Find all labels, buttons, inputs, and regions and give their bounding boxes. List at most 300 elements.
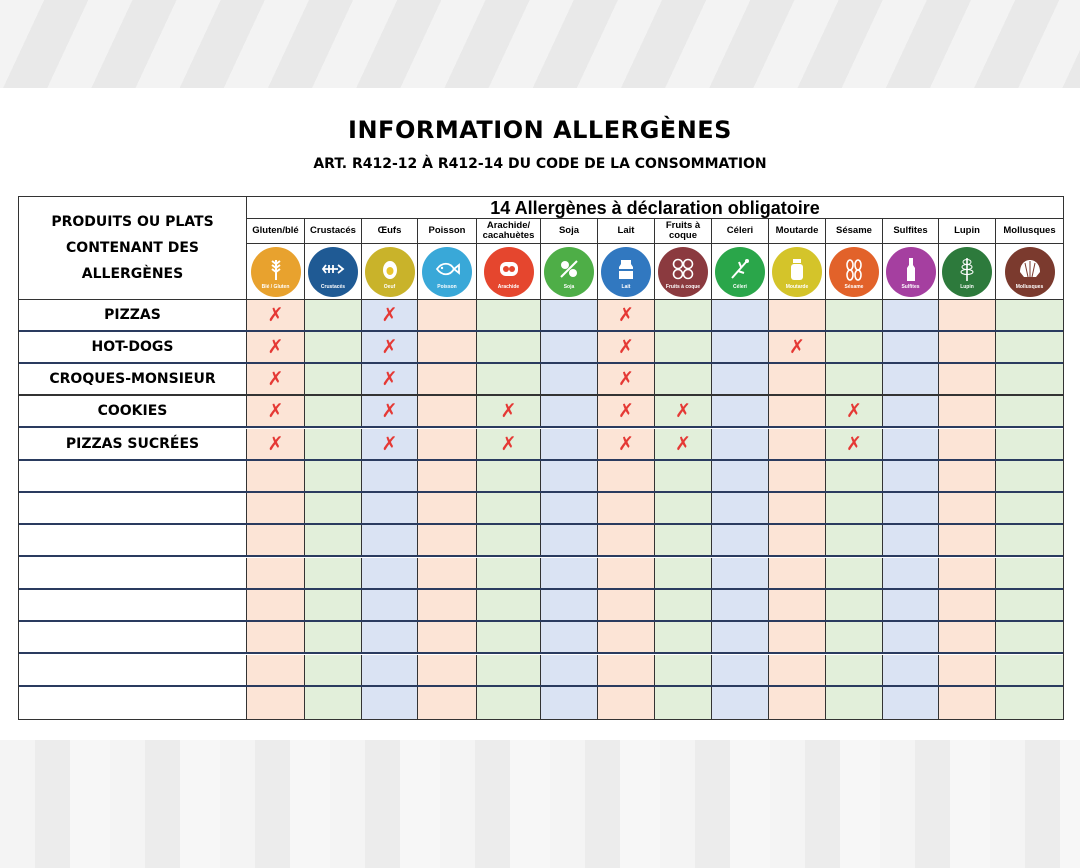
allergen-cell [939, 655, 996, 685]
allergen-cell [826, 364, 883, 394]
allergen-present-mark: ✗ [267, 336, 284, 358]
allergen-cell [826, 396, 883, 426]
allergen-present-mark: ✗ [618, 304, 634, 326]
allergen-cell [826, 590, 883, 620]
allergen-cell [247, 332, 305, 362]
allergen-cell [883, 300, 939, 330]
shell-icon [1005, 247, 1055, 297]
allergen-icon-caption: Poisson [437, 283, 457, 290]
column-header-12 [939, 219, 996, 300]
allergen-cell [477, 493, 541, 523]
allergen-cell [362, 461, 418, 491]
column-header-8 [712, 219, 769, 300]
allergen-cell [305, 687, 362, 719]
allergen-cell [826, 429, 883, 459]
allergen-cell [996, 655, 1063, 685]
allergen-cell [247, 461, 305, 491]
allergen-cell [477, 396, 541, 426]
page-subtitle: ART. R412-12 À R412-14 DU CODE DE LA CONSOMMATION [313, 156, 767, 172]
allergen-name: Lupin [939, 219, 995, 244]
products-column-header [19, 197, 247, 300]
allergen-sheet [0, 88, 1080, 740]
allergen-cell [418, 590, 477, 620]
allergen-name: Soja [541, 219, 597, 244]
allergen-name: Sulfites [883, 219, 938, 244]
allergen-cell [996, 622, 1063, 652]
sesame-icon [829, 247, 879, 297]
allergen-cell [418, 332, 477, 362]
allergen-cell [477, 300, 541, 330]
allergen-name: Fruits à coque [655, 219, 711, 244]
column-header-10 [826, 219, 883, 300]
allergen-cell [362, 655, 418, 685]
allergen-cell [418, 622, 477, 652]
allergen-cell [598, 300, 655, 330]
allergen-present-mark: ✗ [267, 368, 284, 390]
allergen-icon-cell [712, 244, 768, 299]
allergen-cell [655, 332, 712, 362]
allergen-cell [247, 396, 305, 426]
allergen-icon-caption: Lait [621, 283, 631, 290]
allergen-cell [541, 396, 598, 426]
allergen-cell [477, 622, 541, 652]
allergen-cell [712, 525, 769, 555]
allergen-cell [541, 590, 598, 620]
allergen-cell [247, 493, 305, 523]
milk-icon [601, 247, 651, 297]
allergen-cell [477, 558, 541, 588]
table-row [19, 622, 1063, 652]
allergen-cell [655, 461, 712, 491]
allergen-cell [247, 429, 305, 459]
allergen-table [18, 196, 1064, 720]
allergen-cell [305, 558, 362, 588]
allergen-cell [712, 687, 769, 719]
column-header-11 [883, 219, 939, 300]
allergen-icon-cell [305, 244, 361, 299]
allergen-cell [712, 622, 769, 652]
allergen-cell [769, 622, 826, 652]
allergen-cell [769, 429, 826, 459]
allergen-icon-cell [769, 244, 825, 299]
allergen-present-mark: ✗ [381, 368, 398, 390]
allergen-cell [247, 364, 305, 394]
product-name [19, 493, 247, 523]
allergen-cell [712, 655, 769, 685]
table-row [19, 396, 1063, 426]
allergen-cell [826, 622, 883, 652]
allergen-present-mark: ✗ [267, 400, 284, 422]
column-header-6 [598, 219, 655, 300]
allergen-present-mark: ✗ [618, 336, 634, 358]
allergen-present-mark: ✗ [789, 336, 805, 358]
allergen-cell [541, 558, 598, 588]
allergen-cell [769, 655, 826, 685]
allergen-cell [826, 558, 883, 588]
allergen-present-mark: ✗ [381, 304, 398, 326]
allergen-cell [598, 461, 655, 491]
allergen-present-mark: ✗ [381, 336, 398, 358]
allergen-cell [418, 493, 477, 523]
allergen-cell [996, 461, 1063, 491]
allergen-icon-cell [655, 244, 711, 299]
allergen-present-mark: ✗ [618, 368, 634, 390]
allergen-cell [939, 493, 996, 523]
allergen-cell [247, 687, 305, 719]
allergen-name: Arachide/ cacahuètes [477, 219, 540, 244]
allergen-present-mark: ✗ [618, 400, 634, 422]
product-name [19, 590, 247, 620]
page-title: INFORMATION ALLERGÈNES [348, 116, 732, 144]
allergen-cell [305, 655, 362, 685]
allergen-present-mark: ✗ [618, 433, 634, 455]
allergen-cell [477, 525, 541, 555]
allergen-cell [655, 396, 712, 426]
allergen-cell [305, 332, 362, 362]
allergen-name: Mollusques [996, 219, 1063, 244]
allergen-cell [598, 687, 655, 719]
allergen-cell [598, 332, 655, 362]
allergen-cell [826, 493, 883, 523]
allergen-icon-caption: Oeuf [383, 283, 396, 290]
allergen-cell [305, 525, 362, 555]
allergen-cell [362, 429, 418, 459]
allergen-name: Sésame [826, 219, 882, 244]
allergen-icon-cell [598, 244, 654, 299]
allergen-icon-cell [996, 244, 1063, 299]
allergen-name: Lait [598, 219, 654, 244]
allergen-present-mark: ✗ [846, 433, 862, 455]
allergen-cell [883, 461, 939, 491]
allergen-cell [362, 332, 418, 362]
allergen-cell [541, 622, 598, 652]
allergen-icon-caption: Sulfites [901, 283, 920, 290]
allergen-cell [418, 461, 477, 491]
allergen-cell [541, 687, 598, 719]
soy-icon [544, 247, 594, 297]
allergen-cell [477, 655, 541, 685]
allergen-cell [996, 396, 1063, 426]
allergen-cell [996, 364, 1063, 394]
allergen-present-mark: ✗ [267, 304, 284, 326]
allergen-icon-caption: Soja [563, 283, 575, 290]
allergen-cell [883, 525, 939, 555]
allergen-cell [362, 525, 418, 555]
allergen-cell [477, 429, 541, 459]
table-row [19, 558, 1063, 588]
allergen-cell [996, 300, 1063, 330]
wheat-icon [251, 247, 301, 297]
allergen-cell [418, 525, 477, 555]
allergen-cell [598, 558, 655, 588]
column-header-2 [362, 219, 418, 300]
product-name: HOT-DOGS [19, 332, 247, 362]
allergen-cell [541, 300, 598, 330]
egg-icon [365, 247, 415, 297]
product-name: PIZZAS SUCRÉES [19, 429, 247, 459]
product-name: COOKIES [19, 396, 247, 426]
table-row [19, 461, 1063, 491]
allergen-cell [769, 300, 826, 330]
allergen-cell [883, 687, 939, 719]
column-header-3 [418, 219, 477, 300]
product-name: PIZZAS [19, 300, 247, 330]
allergen-cell [247, 300, 305, 330]
allergen-name: Moutarde [769, 219, 825, 244]
allergen-cell [541, 493, 598, 523]
allergen-cell [996, 590, 1063, 620]
allergen-cell [655, 300, 712, 330]
allergen-cell [939, 396, 996, 426]
allergen-icon-cell [883, 244, 938, 299]
row-separator [19, 555, 1063, 557]
allergen-cell [477, 332, 541, 362]
table-row [19, 332, 1063, 362]
allergen-cell [305, 300, 362, 330]
allergen-cell [769, 493, 826, 523]
allergen-cell [939, 687, 996, 719]
allergen-icon-caption: Sésame [844, 283, 864, 290]
allergen-cell [541, 655, 598, 685]
allergen-cell [712, 590, 769, 620]
allergen-cell [769, 396, 826, 426]
allergen-cell [996, 429, 1063, 459]
allergen-cell [598, 655, 655, 685]
allergen-cell [541, 461, 598, 491]
allergen-cell [598, 590, 655, 620]
allergen-present-mark: ✗ [267, 433, 284, 455]
allergen-cell [769, 461, 826, 491]
allergen-cell [362, 300, 418, 330]
background-bottom [0, 740, 1080, 868]
allergen-icon-cell [939, 244, 995, 299]
allergen-cell [305, 364, 362, 394]
allergen-cell [362, 558, 418, 588]
row-separator [19, 652, 1063, 654]
column-header-9 [769, 219, 826, 300]
allergen-icon-caption: Céleri [733, 283, 747, 290]
allergen-cell [655, 558, 712, 588]
allergen-icon-caption: Blé / Gluten [261, 283, 290, 290]
allergen-cell [712, 558, 769, 588]
allergen-cell [996, 558, 1063, 588]
allergen-cell [939, 622, 996, 652]
column-header-5 [541, 219, 598, 300]
allergen-cell [418, 558, 477, 588]
allergen-cell [883, 364, 939, 394]
allergen-cell [996, 332, 1063, 362]
table-row [19, 655, 1063, 685]
allergen-cell [362, 493, 418, 523]
allergen-cell [769, 364, 826, 394]
allergen-cell [883, 332, 939, 362]
allergen-cell [712, 300, 769, 330]
allergen-cell [418, 396, 477, 426]
allergen-icon-cell [826, 244, 882, 299]
product-name [19, 461, 247, 491]
allergen-cell [418, 655, 477, 685]
allergen-name: Poisson [418, 219, 476, 244]
allergen-cell [362, 622, 418, 652]
allergen-cell [655, 493, 712, 523]
allergen-cell [826, 332, 883, 362]
allergen-cell [712, 364, 769, 394]
allergen-cell [939, 364, 996, 394]
allergen-cell [362, 590, 418, 620]
product-name [19, 655, 247, 685]
allergen-cell [712, 461, 769, 491]
column-header-0 [247, 219, 305, 300]
allergen-cell [477, 590, 541, 620]
allergen-cell [247, 558, 305, 588]
fish-icon [422, 247, 472, 297]
allergen-cell [939, 525, 996, 555]
allergen-cell [305, 461, 362, 491]
allergen-cell [939, 429, 996, 459]
allergen-cell [655, 590, 712, 620]
allergen-cell [305, 590, 362, 620]
allergen-cell [541, 332, 598, 362]
allergen-cell [712, 493, 769, 523]
allergen-cell [477, 461, 541, 491]
allergen-cell [362, 687, 418, 719]
allergen-cell [305, 622, 362, 652]
allergen-cell [541, 525, 598, 555]
allergen-cell [996, 493, 1063, 523]
allergen-icon-cell [477, 244, 540, 299]
allergen-icon-caption: Crustacés [320, 283, 346, 290]
peanut-icon [484, 247, 534, 297]
allergen-cell [541, 429, 598, 459]
allergen-cell [655, 429, 712, 459]
allergen-cell [769, 687, 826, 719]
allergen-name: Céleri [712, 219, 768, 244]
allergen-present-mark: ✗ [381, 433, 398, 455]
allergen-cell [655, 655, 712, 685]
allergen-present-mark: ✗ [500, 400, 517, 422]
product-name [19, 558, 247, 588]
allergen-cell [883, 396, 939, 426]
allergen-icon-cell [247, 244, 304, 299]
allergen-present-mark: ✗ [381, 400, 398, 422]
allergen-cell [939, 461, 996, 491]
table-row [19, 300, 1063, 330]
allergen-name: Œufs [362, 219, 417, 244]
allergen-cell [362, 364, 418, 394]
product-name: CROQUES-MONSIEUR [19, 364, 247, 394]
allergen-cell [712, 429, 769, 459]
allergen-cell [826, 461, 883, 491]
celery-icon [715, 247, 765, 297]
allergen-present-mark: ✗ [846, 400, 862, 422]
allergen-cell [247, 622, 305, 652]
allergen-cell [655, 525, 712, 555]
table-row [19, 493, 1063, 523]
allergen-cell [826, 525, 883, 555]
allergens-group-header: 14 Allergènes à déclaration obligatoire [247, 197, 1063, 219]
column-header-7 [655, 219, 712, 300]
allergen-cell [362, 396, 418, 426]
mustard-icon [772, 247, 822, 297]
column-header-4 [477, 219, 541, 300]
background-top [0, 0, 1080, 88]
column-header-13 [996, 219, 1063, 300]
allergen-cell [477, 364, 541, 394]
allergen-cell [598, 525, 655, 555]
allergen-cell [769, 525, 826, 555]
allergen-cell [826, 655, 883, 685]
allergen-icon-cell [362, 244, 417, 299]
allergen-cell [939, 558, 996, 588]
product-name [19, 525, 247, 555]
allergen-cell [418, 300, 477, 330]
allergen-cell [418, 429, 477, 459]
allergen-cell [996, 687, 1063, 719]
table-row [19, 687, 1063, 719]
allergen-cell [247, 525, 305, 555]
column-header-1 [305, 219, 362, 300]
allergen-cell [939, 300, 996, 330]
allergen-cell [305, 396, 362, 426]
products-header-line2: CONTENANT DES ALLERGÈNES [66, 240, 199, 282]
allergen-cell [939, 332, 996, 362]
allergen-cell [247, 590, 305, 620]
allergen-icon-caption: Moutarde [785, 283, 809, 290]
allergen-cell [477, 687, 541, 719]
row-separator [19, 426, 1063, 428]
table-row [19, 525, 1063, 555]
allergen-icon-caption: Arachide [497, 283, 520, 290]
allergen-cell [883, 558, 939, 588]
allergen-cell [418, 687, 477, 719]
product-name [19, 622, 247, 652]
allergen-cell [769, 332, 826, 362]
allergen-cell [883, 655, 939, 685]
allergen-cell [655, 622, 712, 652]
allergen-name: Crustacés [305, 219, 361, 244]
allergen-cell [247, 655, 305, 685]
allergen-cell [418, 364, 477, 394]
allergen-present-mark: ✗ [500, 433, 517, 455]
allergen-cell [883, 493, 939, 523]
allergen-cell [598, 396, 655, 426]
table-row [19, 429, 1063, 459]
lobster-icon [308, 247, 358, 297]
allergen-cell [305, 493, 362, 523]
allergen-name: Gluten/blé [247, 219, 304, 244]
allergen-icon-caption: Fruits à coque [665, 283, 701, 290]
allergen-cell [655, 687, 712, 719]
nut-icon [658, 247, 708, 297]
allergen-cell [598, 429, 655, 459]
allergen-cell [769, 590, 826, 620]
allergen-cell [655, 364, 712, 394]
allergen-cell [541, 364, 598, 394]
wine-bottle-icon [886, 247, 936, 297]
allergen-cell [883, 590, 939, 620]
table-row [19, 590, 1063, 620]
allergen-cell [939, 590, 996, 620]
allergen-cell [826, 687, 883, 719]
allergen-cell [598, 622, 655, 652]
allergen-icon-caption: Mollusques [1015, 283, 1044, 290]
allergen-icon-cell [541, 244, 597, 299]
allergen-cell [305, 429, 362, 459]
allergen-cell [996, 525, 1063, 555]
allergen-cell [712, 396, 769, 426]
product-name [19, 687, 247, 719]
allergen-present-mark: ✗ [675, 433, 691, 455]
